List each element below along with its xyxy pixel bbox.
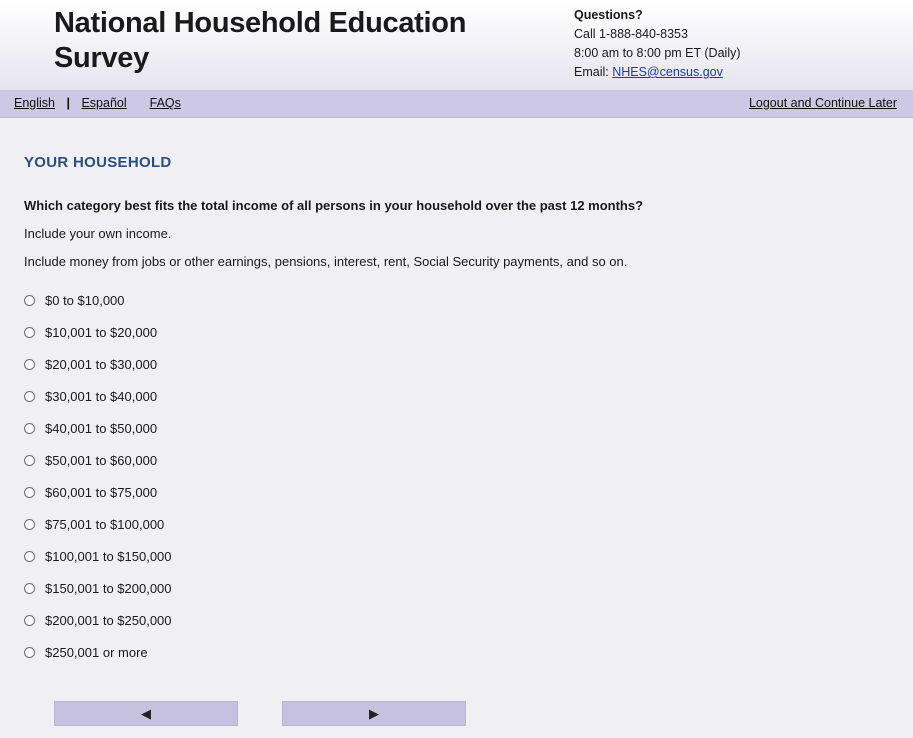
radio-option-label[interactable]: $250,001 or more — [45, 644, 148, 660]
email-label: Email: — [574, 65, 613, 79]
radio-option-row[interactable] — [24, 476, 913, 508]
radio-button-icon[interactable] — [24, 391, 35, 402]
radio-button-icon[interactable] — [24, 455, 35, 466]
navigation-buttons — [54, 701, 466, 726]
radio-button-icon[interactable] — [24, 359, 35, 370]
radio-option-row[interactable] — [24, 572, 913, 604]
radio-option-row[interactable] — [24, 284, 913, 316]
nav-link-faqs[interactable]: FAQs — [149, 96, 181, 110]
radio-button-icon[interactable] — [24, 615, 35, 626]
arrow-right-icon: ▶ — [369, 706, 379, 721]
radio-option-label[interactable]: $10,001 to $20,000 — [45, 324, 158, 340]
radio-option-row[interactable] — [24, 412, 913, 444]
radio-button-icon[interactable] — [24, 647, 35, 658]
radio-button-icon[interactable] — [24, 295, 35, 306]
arrow-left-icon: ◀ — [141, 706, 151, 721]
radio-option-row[interactable] — [24, 380, 913, 412]
next-button[interactable] — [282, 701, 466, 726]
hours-of-operation: 8:00 am to 8:00 pm ET (Daily) — [574, 46, 741, 60]
radio-option-label[interactable]: $200,001 to $250,000 — [45, 612, 172, 628]
utility-nav-bar — [0, 91, 913, 118]
page-title: National Household Education Survey — [54, 7, 467, 75]
radio-option-label[interactable]: $30,001 to $40,000 — [45, 388, 158, 404]
radio-option-label[interactable]: $20,001 to $30,000 — [45, 356, 158, 372]
contact-info — [574, 6, 741, 82]
questions-label: Questions? — [574, 8, 643, 22]
logout-and-continue-later-link[interactable]: Logout and Continue Later — [748, 96, 897, 110]
radio-button-icon[interactable] — [24, 519, 35, 530]
radio-option-label[interactable]: $150,001 to $200,000 — [45, 580, 172, 596]
radio-option-row[interactable] — [24, 604, 913, 636]
radio-option-row[interactable] — [24, 508, 913, 540]
radio-option-label[interactable]: $60,001 to $75,000 — [45, 484, 158, 500]
radio-button-icon[interactable] — [24, 487, 35, 498]
nav-link-english[interactable]: English — [14, 96, 55, 110]
nav-language-links — [14, 96, 181, 110]
nav-link-espanol[interactable]: Español — [81, 96, 127, 110]
question-text: Which category best fits the total income of all persons in your household over the past 12 months? — [24, 198, 644, 213]
radio-option-row[interactable] — [24, 316, 913, 348]
radio-option-label[interactable]: $40,001 to $50,000 — [45, 420, 158, 436]
section-title: YOUR HOUSEHOLD — [24, 154, 172, 171]
phone-number: Call 1-888-840-8353 — [574, 27, 688, 41]
page-header — [0, 0, 913, 91]
radio-option-label[interactable]: $100,001 to $150,000 — [45, 548, 172, 564]
main-content — [0, 118, 913, 738]
radio-button-icon[interactable] — [24, 551, 35, 562]
email-line — [574, 63, 741, 82]
radio-button-icon[interactable] — [24, 327, 35, 338]
instruction-line-2: Include money from jobs or other earnings, pensions, interest, rent, Social Security payments, and so on. — [24, 254, 628, 269]
radio-option-label[interactable]: $0 to $10,000 — [45, 292, 125, 308]
email-link[interactable]: NHES@census.gov — [612, 65, 723, 79]
radio-button-icon[interactable] — [24, 423, 35, 434]
nav-separator: | — [66, 96, 70, 110]
radio-option-label[interactable]: $50,001 to $60,000 — [45, 452, 158, 468]
radio-option-row[interactable] — [24, 540, 913, 572]
instruction-line-1: Include your own income. — [24, 226, 172, 241]
radio-option-row[interactable] — [24, 444, 913, 476]
radio-option-label[interactable]: $75,001 to $100,000 — [45, 516, 165, 532]
nav-logout-area — [749, 96, 897, 110]
income-options-group — [24, 284, 913, 668]
back-button[interactable] — [54, 701, 238, 726]
radio-option-row[interactable] — [24, 636, 913, 668]
radio-option-row[interactable] — [24, 348, 913, 380]
radio-button-icon[interactable] — [24, 583, 35, 594]
